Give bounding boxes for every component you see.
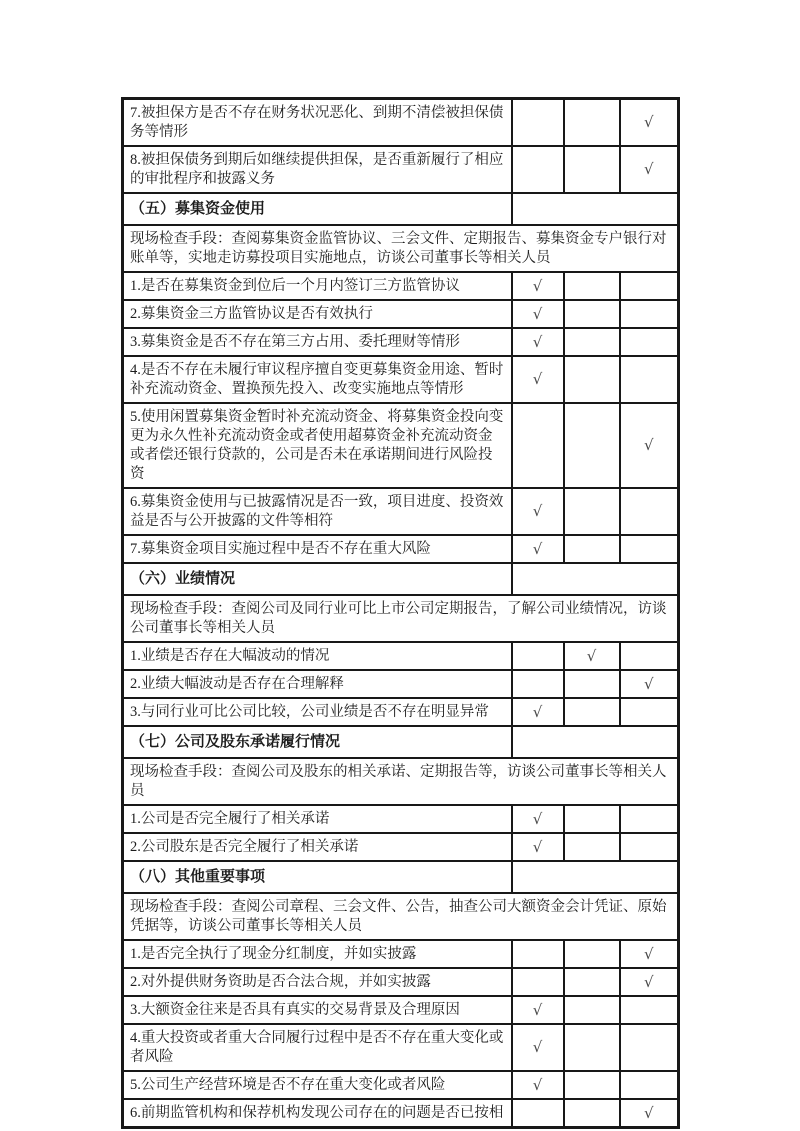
check-cell-3 xyxy=(620,403,679,488)
item-row xyxy=(123,403,679,488)
method-row xyxy=(123,225,679,272)
check-mark: √ xyxy=(532,276,543,295)
item-row xyxy=(123,833,679,861)
check-cell-1 xyxy=(512,996,564,1024)
check-cell-1 xyxy=(512,805,564,833)
item-row xyxy=(123,1099,679,1128)
item-row xyxy=(123,535,679,563)
inspection-checklist-table xyxy=(121,97,680,1129)
section-row xyxy=(123,563,679,595)
check-cell-2 xyxy=(564,670,620,698)
method-text: 现场检查手段：查阅公司章程、三会文件、公告，抽查公司大额资金会计凭证、原始凭据等，访谈公司董事长等相关人员 xyxy=(123,893,679,940)
item-text: 8.被担保债务到期后如继续提供担保，是否重新履行了相应的审批程序和披露义务 xyxy=(123,146,512,193)
check-cell-3 xyxy=(620,996,679,1024)
item-row xyxy=(123,1071,679,1099)
item-row xyxy=(123,940,679,968)
check-cell-3 xyxy=(620,1024,679,1071)
method-row xyxy=(123,595,679,642)
check-mark: √ xyxy=(532,837,543,856)
check-cell-2 xyxy=(564,488,620,535)
item-text: 7.被担保方是否不存在财务状况恶化、到期不清偿被担保债务等情形 xyxy=(123,99,512,147)
check-cell-1 xyxy=(512,403,564,488)
check-cell-1 xyxy=(512,1099,564,1128)
check-cell-3 xyxy=(620,300,679,328)
method-row xyxy=(123,758,679,805)
item-row xyxy=(123,642,679,670)
check-cell-2 xyxy=(564,642,620,670)
check-cell-3 xyxy=(620,99,679,147)
section-empty-cell xyxy=(512,861,679,893)
section-row xyxy=(123,726,679,758)
item-row xyxy=(123,996,679,1024)
check-mark: √ xyxy=(532,702,543,721)
check-cell-2 xyxy=(564,272,620,300)
check-cell-2 xyxy=(564,403,620,488)
check-cell-3 xyxy=(620,670,679,698)
check-cell-1 xyxy=(512,356,564,403)
item-row xyxy=(123,356,679,403)
check-cell-3 xyxy=(620,833,679,861)
check-cell-1 xyxy=(512,1024,564,1071)
check-mark: √ xyxy=(532,809,543,828)
check-mark: √ xyxy=(643,944,654,963)
check-cell-3 xyxy=(620,940,679,968)
check-mark: √ xyxy=(586,646,597,665)
section-empty-cell xyxy=(512,563,679,595)
check-mark: √ xyxy=(643,674,654,693)
check-cell-3 xyxy=(620,1099,679,1128)
check-cell-2 xyxy=(564,300,620,328)
item-row xyxy=(123,488,679,535)
item-row xyxy=(123,670,679,698)
item-row xyxy=(123,698,679,726)
item-text: 2.对外提供财务资助是否合法合规，并如实披露 xyxy=(123,968,512,996)
check-cell-2 xyxy=(564,328,620,356)
section-row xyxy=(123,193,679,225)
check-cell-1 xyxy=(512,833,564,861)
item-text: 1.是否完全执行了现金分红制度，并如实披露 xyxy=(123,940,512,968)
item-text: 2.公司股东是否完全履行了相关承诺 xyxy=(123,833,512,861)
check-cell-3 xyxy=(620,642,679,670)
check-cell-3 xyxy=(620,1071,679,1099)
item-row xyxy=(123,272,679,300)
check-cell-1 xyxy=(512,535,564,563)
check-cell-1 xyxy=(512,642,564,670)
check-cell-3 xyxy=(620,698,679,726)
check-cell-1 xyxy=(512,328,564,356)
check-mark: √ xyxy=(532,370,543,388)
check-cell-3 xyxy=(620,488,679,535)
item-row xyxy=(123,99,679,147)
check-cell-2 xyxy=(564,805,620,833)
item-text: 5.使用闲置募集资金暂时补充流动资金、将募集资金投向变更为永久性补充流动资金或者使用超募资金补充流动资金或者偿还银行贷款的，公司是否未在承诺期间进行风险投资 xyxy=(123,403,512,488)
item-text: 3.大额资金往来是否具有真实的交易背景及合理原因 xyxy=(123,996,512,1024)
check-cell-1 xyxy=(512,940,564,968)
method-text: 现场检查手段：查阅公司及股东的相关承诺、定期报告等，访谈公司董事长等相关人员 xyxy=(123,758,679,805)
check-cell-3 xyxy=(620,328,679,356)
check-cell-2 xyxy=(564,996,620,1024)
check-mark: √ xyxy=(532,304,543,323)
item-text: 3.与同行业可比公司比较，公司业绩是否不存在明显异常 xyxy=(123,698,512,726)
check-cell-1 xyxy=(512,272,564,300)
item-row xyxy=(123,328,679,356)
check-cell-2 xyxy=(564,1099,620,1128)
check-cell-2 xyxy=(564,535,620,563)
check-cell-3 xyxy=(620,805,679,833)
check-cell-3 xyxy=(620,535,679,563)
check-mark: √ xyxy=(532,539,543,558)
check-mark: √ xyxy=(643,1103,654,1122)
item-row xyxy=(123,146,679,193)
item-text: 6.前期监管机构和保荐机构发现公司存在的问题是否已按相 xyxy=(123,1099,512,1128)
item-text: 4.重大投资或者重大合同履行过程中是否不存在重大变化或者风险 xyxy=(123,1024,512,1071)
section-title: （六）业绩情况 xyxy=(123,563,512,595)
check-cell-3 xyxy=(620,272,679,300)
check-cell-3 xyxy=(620,146,679,193)
section-empty-cell xyxy=(512,726,679,758)
section-title: （八）其他重要事项 xyxy=(123,861,512,893)
item-text: 3.募集资金是否不存在第三方占用、委托理财等情形 xyxy=(123,328,512,356)
check-cell-1 xyxy=(512,1071,564,1099)
check-mark: √ xyxy=(532,502,543,520)
check-cell-1 xyxy=(512,300,564,328)
check-mark: √ xyxy=(532,332,543,351)
check-cell-2 xyxy=(564,146,620,193)
check-cell-2 xyxy=(564,940,620,968)
item-text: 4.是否不存在未履行审议程序擅自变更募集资金用途、暂时补充流动资金、置换预先投入、改变实施地点等情形 xyxy=(123,356,512,403)
section-row xyxy=(123,861,679,893)
check-mark: √ xyxy=(532,1075,543,1094)
item-row xyxy=(123,1024,679,1071)
method-row xyxy=(123,893,679,940)
item-text: 1.是否在募集资金到位后一个月内签订三方监管协议 xyxy=(123,272,512,300)
check-cell-1 xyxy=(512,670,564,698)
check-cell-2 xyxy=(564,1024,620,1071)
check-cell-1 xyxy=(512,488,564,535)
item-text: 7.募集资金项目实施过程中是否不存在重大风险 xyxy=(123,535,512,563)
check-cell-1 xyxy=(512,968,564,996)
method-text: 现场检查手段：查阅募集资金监管协议、三会文件、定期报告、募集资金专户银行对账单等，实地走访募投项目实施地点，访谈公司董事长等相关人员 xyxy=(123,225,679,272)
check-cell-2 xyxy=(564,698,620,726)
section-title: （五）募集资金使用 xyxy=(123,193,512,225)
check-mark: √ xyxy=(643,436,654,454)
item-text: 6.募集资金使用与已披露情况是否一致，项目进度、投资效益是否与公开披露的文件等相符 xyxy=(123,488,512,535)
table-body xyxy=(123,99,679,1128)
check-mark: √ xyxy=(643,160,654,178)
item-text: 2.募集资金三方监管协议是否有效执行 xyxy=(123,300,512,328)
check-mark: √ xyxy=(532,1000,543,1019)
check-cell-2 xyxy=(564,1071,620,1099)
check-cell-1 xyxy=(512,698,564,726)
check-mark: √ xyxy=(643,113,654,131)
item-row xyxy=(123,968,679,996)
item-row xyxy=(123,300,679,328)
item-row xyxy=(123,805,679,833)
method-text: 现场检查手段：查阅公司及同行业可比上市公司定期报告，了解公司业绩情况，访谈公司董事长等相关人员 xyxy=(123,595,679,642)
item-text: 1.公司是否完全履行了相关承诺 xyxy=(123,805,512,833)
item-text: 2.业绩大幅波动是否存在合理解释 xyxy=(123,670,512,698)
check-cell-2 xyxy=(564,99,620,147)
section-empty-cell xyxy=(512,193,679,225)
check-cell-1 xyxy=(512,99,564,147)
check-cell-3 xyxy=(620,356,679,403)
check-mark: √ xyxy=(532,1038,543,1056)
section-title: （七）公司及股东承诺履行情况 xyxy=(123,726,512,758)
item-text: 1.业绩是否存在大幅波动的情况 xyxy=(123,642,512,670)
check-cell-1 xyxy=(512,146,564,193)
check-mark: √ xyxy=(643,972,654,991)
check-cell-2 xyxy=(564,968,620,996)
check-cell-2 xyxy=(564,833,620,861)
check-cell-2 xyxy=(564,356,620,403)
item-text: 5.公司生产经营环境是否不存在重大变化或者风险 xyxy=(123,1071,512,1099)
check-cell-3 xyxy=(620,968,679,996)
